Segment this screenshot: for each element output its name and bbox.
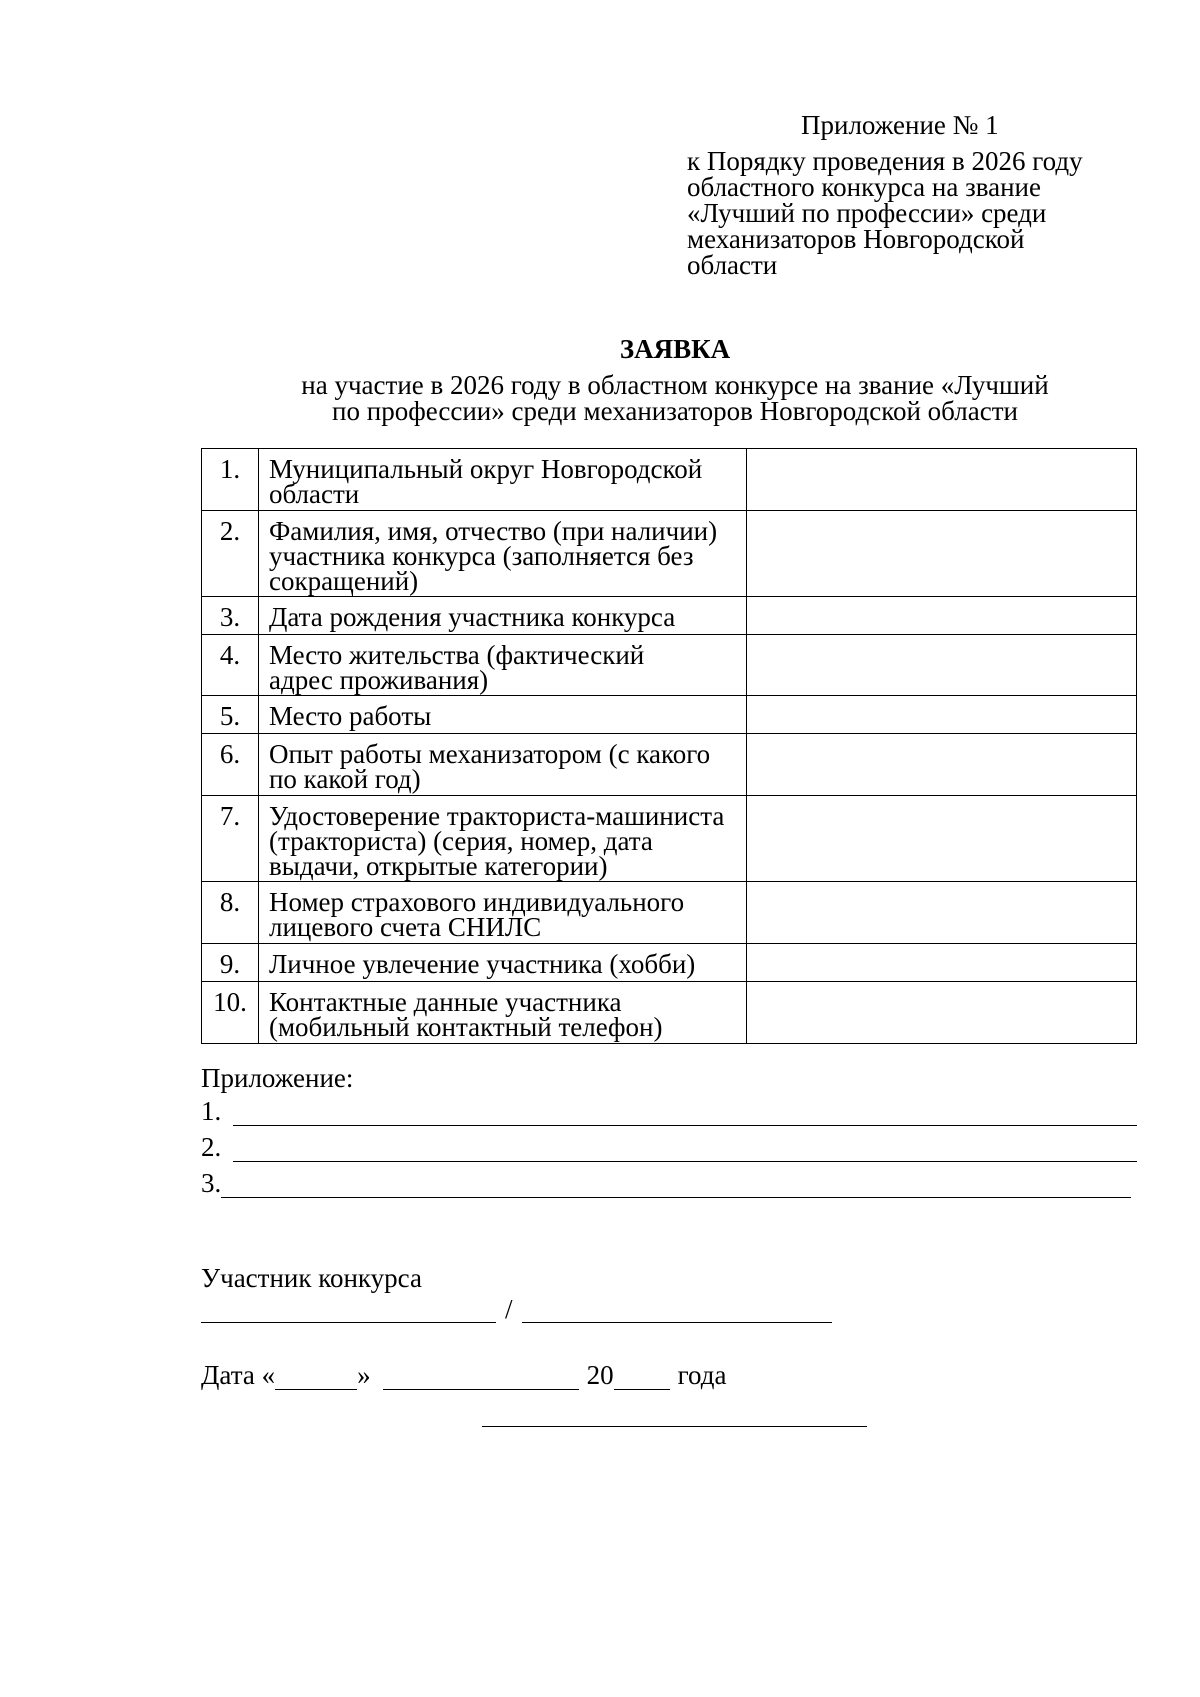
annex-title: Приложение № 1	[801, 110, 999, 140]
attachment-item-1	[201, 1096, 1137, 1126]
row-value-field[interactable]	[746, 635, 1136, 696]
table-row	[202, 635, 1137, 696]
row-number: 5.	[202, 696, 259, 734]
row-number: 1.	[202, 449, 259, 511]
attachment-item-2	[201, 1132, 1137, 1162]
row-value-field[interactable]	[746, 696, 1136, 734]
form-subtitle	[0, 372, 1200, 424]
row-label	[258, 796, 746, 882]
row-label-line: Удостоверение тракториста-машиниста	[268, 801, 725, 831]
attachments-title: Приложение:	[201, 1063, 354, 1093]
row-number: 3.	[202, 597, 259, 635]
table-row	[202, 882, 1137, 944]
table-row	[202, 734, 1137, 796]
form-subtitle-line: по профессии» среди механизаторов Новгородской области	[332, 396, 1018, 426]
date-day-field[interactable]	[275, 1365, 357, 1390]
attachment-line-2[interactable]	[233, 1135, 1137, 1162]
row-label-line: (тракториста) (серия, номер, дата	[268, 826, 653, 856]
row-label-line: Муниципальный округ Новгородской	[268, 454, 703, 484]
participant-label: Участник конкурса	[201, 1263, 422, 1293]
row-label-line: Фамилия, имя, отчество (при наличии)	[268, 516, 718, 546]
row-number: 8.	[202, 882, 259, 944]
attachment-line-3[interactable]	[221, 1171, 1131, 1198]
row-number: 4.	[202, 635, 259, 696]
annex-line: областного конкурса на звание	[687, 172, 1041, 202]
table-row	[202, 511, 1137, 597]
row-label	[258, 597, 746, 635]
table-row	[202, 796, 1137, 882]
row-value-field[interactable]	[746, 511, 1136, 597]
row-number: 9.	[202, 944, 259, 982]
form-title: ЗАЯВКА	[619, 334, 731, 364]
row-label	[258, 882, 746, 944]
row-label-line: по какой год)	[268, 764, 421, 794]
signature-separator: /	[505, 1294, 513, 1324]
row-label	[258, 449, 746, 511]
date-prefix: Дата «	[201, 1360, 276, 1390]
row-label-line: Дата рождения участника конкурса	[268, 602, 676, 632]
row-value-field[interactable]	[746, 982, 1136, 1044]
date-month-field[interactable]	[383, 1365, 579, 1390]
row-label-line: Личное увлечение участника (хобби)	[268, 949, 696, 979]
annex-line: механизаторов Новгородской	[687, 224, 1025, 254]
date-quote-close: »	[357, 1360, 371, 1390]
row-value-field[interactable]	[746, 734, 1136, 796]
name-decoding-line[interactable]	[522, 1322, 832, 1323]
annex-line: к Порядку проведения в 2026 году	[687, 146, 1083, 176]
date-row	[201, 1360, 726, 1390]
annex-line: «Лучший по профессии» среди	[687, 198, 1047, 228]
date-signature-line[interactable]	[482, 1426, 867, 1427]
row-label	[258, 635, 746, 696]
row-number: 2.	[202, 511, 259, 597]
annex-line: области	[687, 250, 778, 280]
table-row	[202, 944, 1137, 982]
row-label-line: адрес проживания)	[268, 665, 489, 695]
attachment-item-3	[201, 1168, 1131, 1198]
attachment-number: 3.	[201, 1168, 222, 1198]
attachment-line-1[interactable]	[233, 1099, 1137, 1126]
row-label-line: Номер страхового индивидуального	[268, 887, 685, 917]
date-suffix: года	[677, 1360, 727, 1390]
date-year-field[interactable]	[614, 1365, 670, 1390]
attachment-number: 2.	[201, 1132, 222, 1162]
row-label-line: участника конкурса (заполняется без	[268, 541, 694, 571]
row-value-field[interactable]	[746, 882, 1136, 944]
form-subtitle-line: на участие в 2026 году в областном конкурсе на звание «Лучший	[301, 370, 1049, 400]
table-row	[202, 597, 1137, 635]
table-row	[202, 696, 1137, 734]
row-number: 7.	[202, 796, 259, 882]
table-row	[202, 982, 1137, 1044]
row-label	[258, 944, 746, 982]
row-label	[258, 982, 746, 1044]
row-value-field[interactable]	[746, 449, 1136, 511]
row-label-line: лицевого счета СНИЛС	[268, 912, 542, 942]
row-label-line: сокращений)	[268, 566, 419, 596]
attachment-number: 1.	[201, 1096, 222, 1126]
row-label	[258, 696, 746, 734]
row-label-line: (мобильный контактный телефон)	[268, 1012, 663, 1042]
annex-description	[687, 148, 1107, 278]
row-number: 6.	[202, 734, 259, 796]
signature-line[interactable]	[201, 1322, 496, 1323]
row-label-line: области	[268, 479, 360, 509]
row-number: 10.	[202, 982, 259, 1044]
row-label-line: Опыт работы механизатором (с какого	[268, 739, 711, 769]
row-value-field[interactable]	[746, 944, 1136, 982]
row-label	[258, 511, 746, 597]
row-label-line: выдачи, открытые категории)	[268, 851, 608, 881]
date-year-prefix: 20	[586, 1360, 614, 1390]
row-label-line: Место жительства (фактический	[268, 640, 645, 670]
table-row	[202, 449, 1137, 511]
application-table	[201, 448, 1137, 1044]
row-value-field[interactable]	[746, 796, 1136, 882]
row-value-field[interactable]	[746, 597, 1136, 635]
row-label-line: Место работы	[268, 701, 432, 731]
row-label	[258, 734, 746, 796]
row-label-line: Контактные данные участника	[268, 987, 622, 1017]
